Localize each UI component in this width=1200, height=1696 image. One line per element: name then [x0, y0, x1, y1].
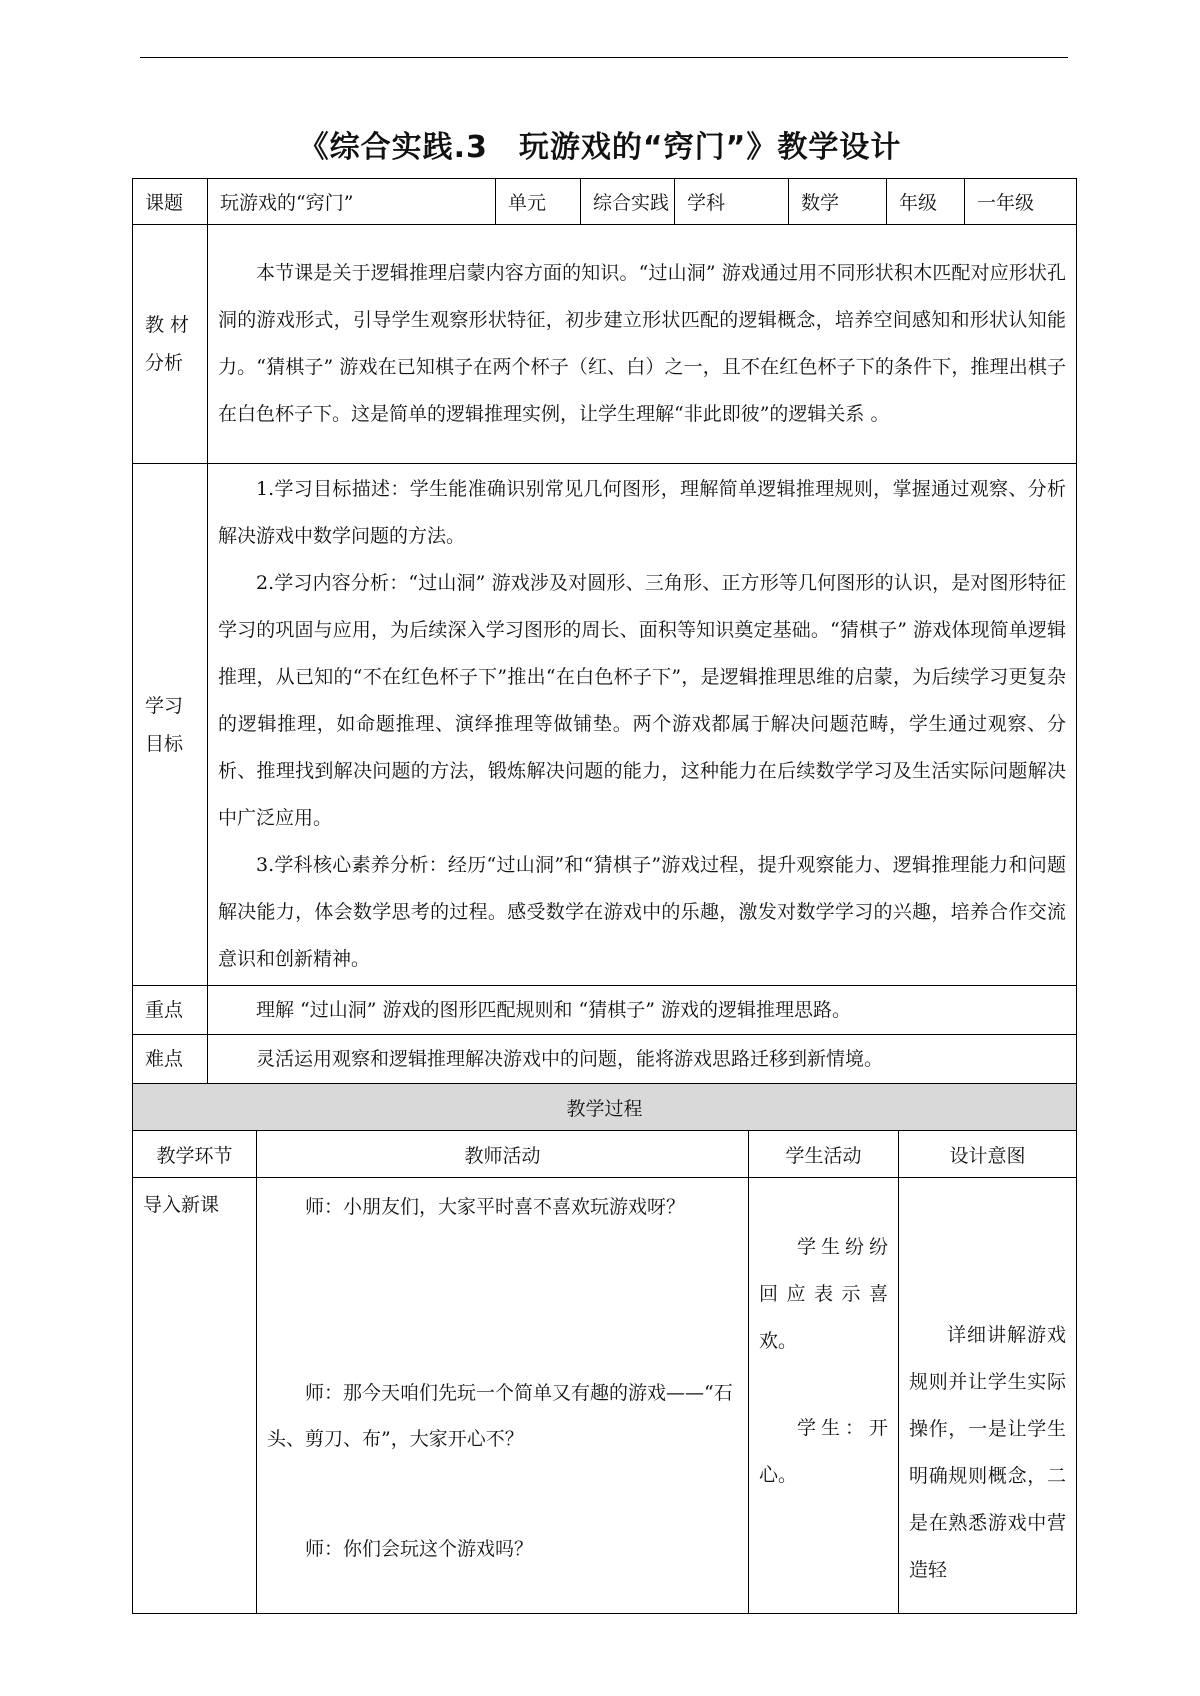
goals-paragraph-1: 1.学习目标描述：学生能准确识别常见几何图形，理解简单逻辑推理规则，掌握通过观察、分析解决游戏中数学问题的方法。 — [218, 478, 1066, 547]
design-intent-cell — [899, 1178, 1077, 1614]
document-title: 《综合实践.3 玩游戏的“窍门”》教学设计 — [298, 130, 902, 165]
unit-label: 单元 — [496, 179, 581, 225]
design-intent-text: 详细讲解游戏规则并让学生实际操作，一是让学生明确规则概念，二是在熟悉游戏中营造轻 — [909, 1324, 1067, 1581]
teacher-activity-cell — [257, 1178, 749, 1614]
analysis-label: 教 材 分析 — [133, 225, 208, 464]
grade-label: 年级 — [887, 179, 965, 225]
header-rule — [140, 57, 1068, 58]
teacher-line-1: 师：小朋友们，大家平时喜不喜欢玩游戏呀？ — [305, 1196, 686, 1218]
student-line-2: 学生：开心。 — [759, 1417, 888, 1486]
lesson-info-table — [132, 178, 1077, 1084]
key-point-label: 重点 — [133, 986, 208, 1035]
header-teacher: 教师活动 — [257, 1131, 749, 1178]
topic-value: 玩游戏的“窍门” — [208, 179, 496, 225]
header-student: 学生活动 — [749, 1131, 899, 1178]
stage-intro: 导入新课 — [133, 1178, 257, 1614]
goals-cell — [208, 464, 1077, 986]
teacher-line-2: 师：那今天咱们先玩一个简单又有趣的游戏——“石头、剪刀、布”，大家开心不？ — [267, 1382, 733, 1450]
unit-value: 综合实践 — [581, 179, 675, 225]
analysis-cell — [208, 225, 1077, 464]
teaching-process-table — [132, 1083, 1077, 1614]
header-stage: 教学环节 — [133, 1131, 257, 1178]
analysis-text: 本节课是关于逻辑推理启蒙内容方面的知识。“过山洞” 游戏通过用不同形状积木匹配对应形状孔洞的游戏形式，引导学生观察形状特征，初步建立形状匹配的逻辑概念，培养空间感知和形状认知能力。“猜棋子” 游戏在已知棋子在两个杯子（红、白）之一，且不在红色杯子下的条件下，推理出棋子在白色杯子下。这是简单的逻辑推理实例，让学生理解“非此即彼”的逻辑关系 。 — [218, 262, 1066, 425]
goals-paragraph-3: 3.学科核心素养分析：经历“过山洞”和“猜棋子”游戏过程，提升观察能力、逻辑推理能力和问题解决能力，体会数学思考的过程。感受数学在游戏中的乐趣，激发对数学学习的兴趣，培养合作交流意识和创新精神。 — [218, 854, 1066, 970]
subject-label: 学科 — [675, 179, 789, 225]
header-design: 设计意图 — [899, 1131, 1077, 1178]
goals-label: 学习 目标 — [133, 464, 208, 986]
process-title: 教学过程 — [133, 1084, 1077, 1131]
topic-label: 课题 — [133, 179, 208, 225]
difficulty-text: 灵活运用观察和逻辑推理解决游戏中的问题，能将游戏思路迁移到新情境。 — [208, 1035, 1077, 1084]
grade-value: 一年级 — [965, 179, 1077, 225]
subject-value: 数学 — [789, 179, 887, 225]
student-line-1: 学生纷纷回应表示喜欢。 — [759, 1236, 888, 1352]
student-activity-cell — [749, 1178, 899, 1614]
teacher-line-3: 师：你们会玩这个游戏吗？ — [305, 1538, 534, 1560]
goals-paragraph-2: 2.学习内容分析：“过山洞” 游戏涉及对圆形、三角形、正方形等几何图形的认识，是对图形特征学习的巩固与应用，为后续深入学习图形的周长、面积等知识奠定基础。“猜棋子” 游戏体现简单逻辑推理，从已知的“不在红色杯子下”推出“在白色杯子下”，是逻辑推理思维的启蒙，为后续学习更复杂的逻辑推理，如命题推理、演绎推理等做铺垫。两个游戏都属于解决问题范畴，学生通过观察、分析、推理找到解决问题的方法，锻炼解决问题的能力，这种能力在后续数学学习及生活实际问题解决中广泛应用。 — [218, 572, 1066, 829]
key-point-text: 理解 “过山洞” 游戏的图形匹配规则和 “猜棋子” 游戏的逻辑推理思路。 — [208, 986, 1077, 1035]
difficulty-label: 难点 — [133, 1035, 208, 1084]
